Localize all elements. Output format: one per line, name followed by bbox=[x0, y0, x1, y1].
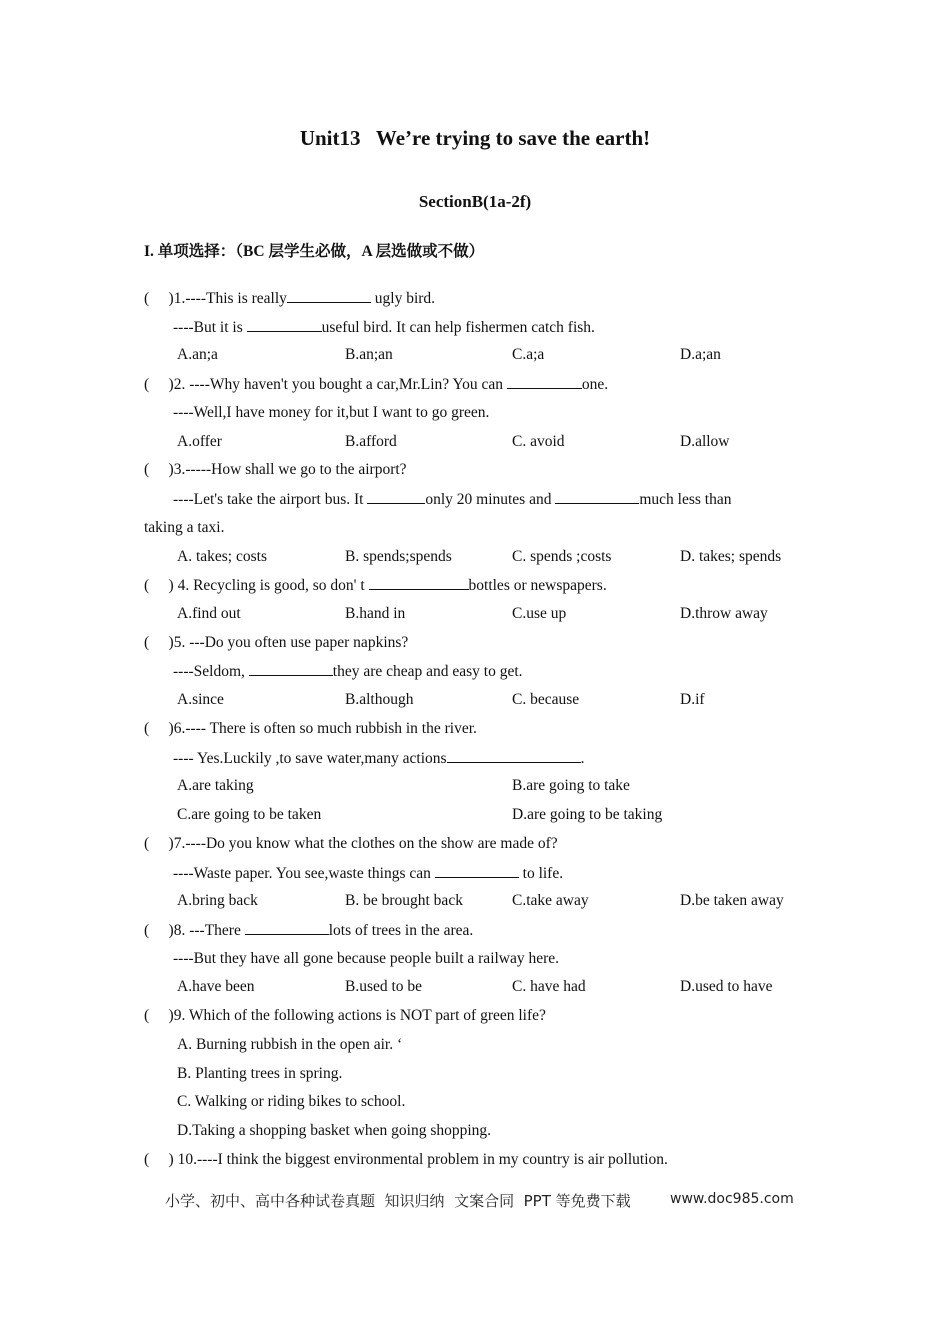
question-text: 6.---- There is often so much rubbish in the river. bbox=[173, 720, 477, 737]
question-text: 2. ----Why haven't you bought a car,Mr.Lin? You can bbox=[173, 376, 507, 393]
question-text: useful bird. It can help fishermen catch fish. bbox=[321, 319, 595, 336]
option-d: D.allow bbox=[680, 433, 730, 450]
answer-blank bbox=[249, 661, 333, 676]
question-text: ----Waste paper. You see,waste things can bbox=[173, 865, 435, 882]
question-8-line-2: ----But they have all gone because people built a railway here. bbox=[173, 950, 560, 967]
question-text: 1.----This is really bbox=[173, 290, 287, 307]
option-c: C. because bbox=[512, 691, 580, 708]
option-d: D. takes; spends bbox=[680, 548, 782, 565]
question-9 bbox=[144, 1006, 546, 1026]
option-c: C.a;a bbox=[512, 346, 545, 363]
option-c: C. spends ;costs bbox=[512, 548, 612, 565]
question-text: 10.----I think the biggest environmental problem in my country is air pollution. bbox=[173, 1151, 668, 1168]
question-7-line-2 bbox=[173, 863, 563, 884]
question-2-line-2: ----Well,I have money for it,but I want to go green. bbox=[173, 404, 490, 421]
question-text: ---- Yes.Luckily ,to save water,many actions bbox=[173, 750, 447, 767]
page-title: Unit13 We’re trying to save the earth! bbox=[299, 126, 651, 150]
question-5 bbox=[144, 633, 408, 653]
question-1-line-2 bbox=[173, 317, 595, 338]
option-b: B.an;an bbox=[345, 346, 393, 363]
answer-blank bbox=[447, 748, 581, 763]
option-d: D.throw away bbox=[680, 605, 768, 622]
option-a: A.since bbox=[177, 691, 224, 708]
question-text: lots of trees in the area. bbox=[328, 922, 474, 939]
answer-blank bbox=[245, 920, 329, 935]
footer-text: 小学、初中、高中各种试卷真题 知识归纳 文案合同 PPT 等免费下载 bbox=[165, 1192, 631, 1210]
option-c: C.are going to be taken bbox=[177, 806, 322, 823]
option-b: B.used to be bbox=[345, 978, 423, 995]
question-text: ugly bird. bbox=[370, 290, 436, 307]
answer-paren: ( ) bbox=[144, 634, 174, 651]
option-c: C. avoid bbox=[512, 433, 565, 450]
question-10 bbox=[144, 1150, 668, 1170]
question-6 bbox=[144, 719, 477, 739]
option-a: A.are taking bbox=[177, 777, 254, 794]
question-text: 4. Recycling is good, so don' t bbox=[173, 577, 369, 594]
option-b: B. be brought back bbox=[345, 892, 463, 909]
option-a: A. Burning rubbish in the open air. ‘ bbox=[177, 1036, 403, 1053]
question-8 bbox=[144, 920, 473, 941]
answer-paren: ( ) bbox=[144, 835, 174, 852]
section-subtitle: SectionB(1a-2f) bbox=[418, 192, 532, 211]
option-c: C. have had bbox=[512, 978, 586, 995]
option-b: B. Planting trees in spring. bbox=[177, 1065, 343, 1082]
question-3-line-2 bbox=[173, 489, 731, 510]
question-text: one. bbox=[581, 376, 609, 393]
option-b: B. spends;spends bbox=[345, 548, 452, 565]
option-c: C.take away bbox=[512, 892, 589, 909]
question-text: they are cheap and easy to get. bbox=[332, 663, 523, 680]
answer-paren: ( ) bbox=[144, 1007, 174, 1024]
option-b: B.are going to take bbox=[512, 777, 630, 794]
option-d: D.are going to be taking bbox=[512, 806, 663, 823]
option-d: D.be taken away bbox=[680, 892, 784, 909]
option-d: D.used to have bbox=[680, 978, 773, 995]
option-d: D.Taking a shopping basket when going shopping. bbox=[177, 1122, 492, 1139]
option-d: D.if bbox=[680, 691, 705, 708]
option-a: A. takes; costs bbox=[177, 548, 267, 565]
question-text: to life. bbox=[518, 865, 564, 882]
answer-blank bbox=[369, 575, 469, 590]
question-text: only 20 minutes and bbox=[425, 491, 556, 508]
option-b: B.hand in bbox=[345, 605, 406, 622]
answer-blank bbox=[435, 863, 519, 878]
question-6-line-2 bbox=[173, 748, 584, 769]
answer-paren: ( ) bbox=[144, 577, 174, 594]
question-text: . bbox=[580, 750, 585, 767]
question-text: ----Seldom, bbox=[173, 663, 249, 680]
answer-paren: ( ) bbox=[144, 922, 174, 939]
option-c: C.use up bbox=[512, 605, 567, 622]
question-text: 9. Which of the following actions is NOT part of green life? bbox=[173, 1007, 546, 1024]
question-3 bbox=[144, 460, 407, 480]
question-text: 3.-----How shall we go to the airport? bbox=[173, 461, 407, 478]
question-text: bottles or newspapers. bbox=[468, 577, 607, 594]
option-a: A.bring back bbox=[177, 892, 258, 909]
answer-blank bbox=[555, 489, 639, 504]
answer-blank bbox=[367, 489, 425, 504]
answer-blank bbox=[287, 288, 371, 303]
footer-link[interactable]: www.doc985.com bbox=[670, 1191, 794, 1207]
question-3-line-3: taking a taxi. bbox=[144, 519, 225, 536]
question-text: 8. ---There bbox=[173, 922, 245, 939]
question-text: ----Let's take the airport bus. It bbox=[173, 491, 368, 508]
question-4 bbox=[144, 575, 607, 596]
option-a: A.find out bbox=[177, 605, 241, 622]
option-d: D.a;an bbox=[680, 346, 721, 363]
option-b: B.afford bbox=[345, 433, 397, 450]
option-a: A.offer bbox=[177, 433, 222, 450]
instruction-heading: I. 单项选择：（BC 层学生必做，A 层选做或不做） bbox=[144, 243, 485, 260]
question-1 bbox=[144, 288, 435, 309]
question-7 bbox=[144, 834, 558, 854]
option-c: C. Walking or riding bikes to school. bbox=[177, 1093, 406, 1110]
question-text: much less than bbox=[639, 491, 732, 508]
answer-paren: ( ) bbox=[144, 1151, 174, 1168]
answer-paren: ( ) bbox=[144, 376, 174, 393]
option-b: B.although bbox=[345, 691, 414, 708]
option-a: A.an;a bbox=[177, 346, 218, 363]
question-text: 5. ---Do you often use paper napkins? bbox=[173, 634, 409, 651]
answer-blank bbox=[247, 317, 322, 332]
answer-blank bbox=[507, 374, 582, 389]
answer-paren: ( ) bbox=[144, 720, 174, 737]
answer-paren: ( ) bbox=[144, 461, 174, 478]
question-2 bbox=[144, 374, 608, 395]
option-a: A.have been bbox=[177, 978, 255, 995]
question-5-line-2 bbox=[173, 661, 523, 682]
answer-paren: ( ) bbox=[144, 290, 174, 307]
question-text: ----But it is bbox=[173, 319, 247, 336]
question-text: 7.----Do you know what the clothes on the show are made of? bbox=[173, 835, 558, 852]
